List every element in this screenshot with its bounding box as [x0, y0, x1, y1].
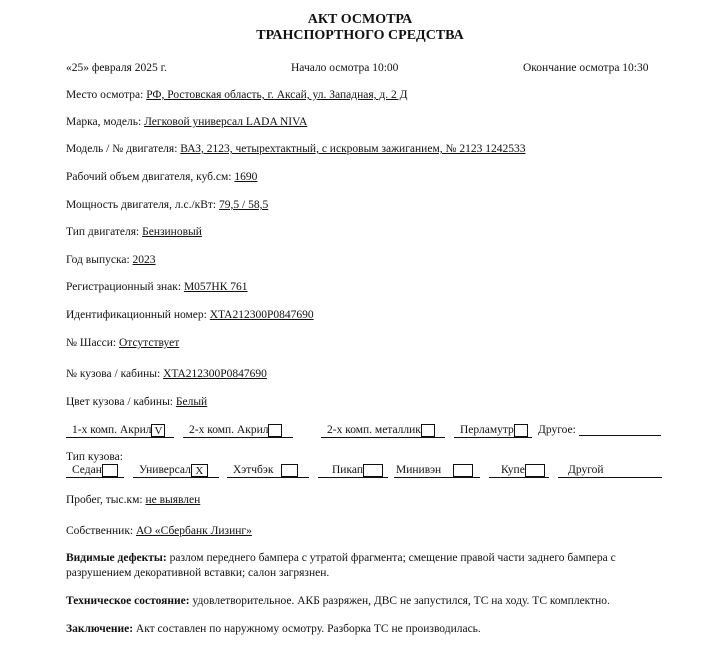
body-type-sedan-label: Седан [72, 464, 102, 476]
paint-other-label: Другое: [538, 424, 576, 436]
body-type-minivan-label: Минивэн [396, 464, 442, 476]
place-label: Место осмотра: [66, 89, 144, 101]
paint-option-2-label: 2-х комп. Акрил [189, 424, 269, 436]
body-type-coupe[interactable] [489, 463, 549, 478]
reg-sign-label: Регистрационный знак: [66, 281, 182, 293]
chassis-label: № Шасси: [66, 337, 117, 349]
paint-other [538, 423, 661, 436]
engine-type-row [66, 226, 202, 238]
chassis-row [66, 337, 179, 349]
power-value: 79,5 / 58,5 [219, 199, 269, 211]
reg-sign-value: М057НК 761 [183, 281, 248, 293]
brand-label: Марка, модель: [66, 116, 142, 128]
year-label: Год выпуска: [66, 254, 130, 266]
engine-model-value: ВАЗ, 2123, четырехтактный, с искровым зажиганием, № 2123 1242533 [180, 143, 526, 155]
engine-type-value: Бензиновый [142, 226, 202, 238]
doc-title-line1: АКТ ОСМОТРА [307, 12, 413, 27]
mileage-row [66, 494, 200, 506]
mileage-label: Пробег, тыс.км: [66, 494, 143, 506]
vin-row [66, 309, 314, 321]
color-label: Цвет кузова / кабины: [66, 396, 173, 408]
owner-label: Собственник: [66, 525, 134, 537]
body-num-value: XTA212300P0847690 [163, 368, 267, 380]
body-type-hatch-label: Хэтчбэк [233, 464, 274, 476]
body-type-hatch[interactable] [227, 463, 309, 478]
brand-value: Легковой универсал LADA NIVA [144, 116, 308, 128]
body-type-other-label: Другой [568, 464, 604, 476]
vin-value: XTA212300P0847690 [209, 309, 314, 321]
power-label: Мощность двигателя, л.с./кВт: [66, 199, 217, 211]
body-type-sedan-checkbox[interactable] [102, 464, 118, 477]
tech-row [66, 595, 610, 607]
body-num-row [66, 368, 267, 380]
body-type-pickup-checkbox[interactable] [363, 464, 383, 477]
chassis-value: Отсутствует [119, 337, 180, 349]
defects-line1 [66, 552, 616, 564]
paint-option-1[interactable] [66, 423, 174, 438]
defects-label: Видимые дефекты: [66, 552, 167, 564]
body-type-coupe-label: Купе [501, 464, 525, 476]
power-row [66, 199, 268, 211]
paint-option-2-checkbox[interactable] [268, 424, 282, 437]
defects-text-2: разрушением декоративной вставки; салон загрязнен. [66, 567, 330, 579]
engine-model-row [66, 143, 525, 155]
tech-value: удовлетворительное. АКБ разряжен, ДВС не запустился, ТС на ходу. ТС комплектно. [192, 595, 610, 607]
engine-type-label: Тип двигателя: [66, 226, 140, 238]
inspection-start: Начало осмотра 10:00 [291, 62, 399, 74]
doc-title-line2: ТРАНСПОРТНОГО СРЕДСТВА [256, 28, 464, 43]
body-type-sedan[interactable] [66, 463, 124, 478]
tech-label: Техническое состояние: [66, 595, 190, 607]
body-num-label: № кузова / кабины: [66, 368, 161, 380]
paint-option-2[interactable] [183, 423, 293, 438]
volume-row [66, 171, 257, 183]
body-type-wagon[interactable] [133, 463, 219, 478]
defects-text-1: разлом переднего бампера с утратой фрагмента; смещение правой части заднего бампера с [169, 552, 616, 564]
owner-value: АО «Сбербанк Лизинг» [136, 525, 252, 537]
inspection-end: Окончание осмотра 10:30 [523, 62, 649, 74]
place-row [66, 89, 407, 101]
conclusion-label: Заключение: [66, 623, 134, 635]
paint-option-1-checkbox[interactable]: V [151, 424, 165, 437]
body-type-pickup[interactable] [318, 463, 388, 478]
body-type-wagon-label: Универсал [139, 464, 191, 476]
vin-label: Идентификационный номер: [66, 309, 207, 321]
body-type-label: Тип кузова: [66, 451, 123, 463]
body-type-hatch-checkbox[interactable] [281, 464, 298, 477]
volume-label: Рабочий объем двигателя, куб.см: [66, 171, 232, 183]
body-type-other[interactable] [558, 463, 662, 478]
body-type-wagon-checkbox[interactable]: X [191, 464, 208, 477]
inspection-date: «25» февраля 2025 г. [66, 62, 167, 74]
paint-option-4[interactable] [454, 423, 532, 438]
place-value: РФ, Ростовская область, г. Аксай, ул. Западная, д. 2 Д [146, 89, 408, 101]
body-type-coupe-checkbox[interactable] [525, 464, 545, 477]
volume-value: 1690 [234, 171, 258, 183]
color-value: Белый [175, 396, 208, 408]
engine-model-label: Модель / № двигателя: [66, 143, 178, 155]
body-type-minivan[interactable] [394, 463, 480, 478]
brand-row [66, 116, 307, 128]
paint-option-4-checkbox[interactable] [514, 424, 528, 437]
paint-other-line[interactable] [579, 423, 661, 436]
year-value: 2023 [132, 254, 156, 266]
reg-sign-row [66, 281, 248, 293]
year-row [66, 254, 156, 266]
color-row [66, 396, 207, 408]
conclusion-value: Акт составлен по наружному осмотру. Разборка ТС не производилась. [135, 623, 481, 635]
conclusion-row [66, 623, 481, 635]
mileage-value: не выявлен [145, 494, 201, 506]
paint-option-3-checkbox[interactable] [421, 424, 435, 437]
paint-option-3[interactable] [321, 423, 445, 438]
paint-option-3-label: 2-х комп. металлик [327, 424, 421, 436]
body-type-pickup-label: Пикап [332, 464, 363, 476]
paint-option-4-label: Перламутр [460, 424, 514, 436]
body-type-minivan-checkbox[interactable] [453, 464, 473, 477]
paint-option-1-label: 1-х комп. Акрил [72, 424, 152, 436]
owner-row [66, 525, 252, 537]
